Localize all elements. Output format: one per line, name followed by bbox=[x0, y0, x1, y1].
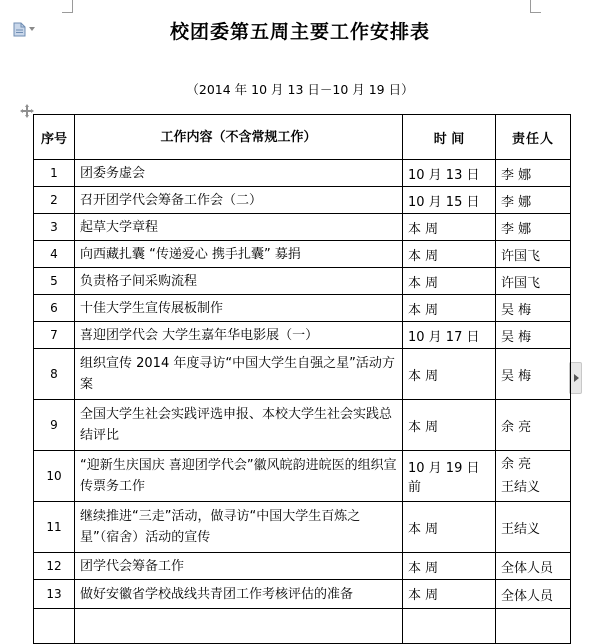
row-content: “迎新生庆国庆 喜迎团学代会”徽风皖韵进皖医的组织宣传票务工作 bbox=[75, 451, 403, 502]
table-row bbox=[34, 322, 571, 349]
row-owner: 李 娜 bbox=[496, 160, 571, 187]
row-owner: 余 亮 bbox=[496, 400, 571, 451]
table-row bbox=[34, 214, 571, 241]
table-header-row bbox=[34, 115, 571, 160]
row-no: 12 bbox=[34, 553, 75, 580]
row-no: 13 bbox=[34, 580, 75, 609]
row-owner: 全体人员 bbox=[496, 553, 571, 580]
table-row bbox=[34, 553, 571, 580]
row-content: 召开团学代会筹备工作会（二） bbox=[75, 187, 403, 214]
row-time: 本 周 bbox=[403, 553, 496, 580]
table-row-empty bbox=[34, 609, 571, 644]
row-content: 负责格子间采购流程 bbox=[75, 268, 403, 295]
row-content: 十佳大学生宣传展板制作 bbox=[75, 295, 403, 322]
row-no: 1 bbox=[34, 160, 75, 187]
row-no: 4 bbox=[34, 241, 75, 268]
row-content: 喜迎团学代会 大学生嘉年华电影展（一） bbox=[75, 322, 403, 349]
row-time: 本 周 bbox=[403, 580, 496, 609]
row-content: 起草大学章程 bbox=[75, 214, 403, 241]
row-owner: 全体人员 bbox=[496, 580, 571, 609]
table-row bbox=[34, 400, 571, 451]
row-no: 3 bbox=[34, 214, 75, 241]
table-row bbox=[34, 160, 571, 187]
row-content: 团委务虚会 bbox=[75, 160, 403, 187]
row-no: 6 bbox=[34, 295, 75, 322]
row-owner: 王结义 bbox=[496, 502, 571, 553]
date-range: （2014 年 10 月 13 日－10 月 19 日） bbox=[186, 82, 414, 97]
row-no: 2 bbox=[34, 187, 75, 214]
row-no: 11 bbox=[34, 502, 75, 553]
page-corner-mark-left bbox=[62, 0, 73, 13]
schedule-table bbox=[33, 114, 571, 644]
row-content: 继续推进“三走”活动，做寻访“中国大学生百炼之星”（宿舍）活动的宣传 bbox=[75, 502, 403, 553]
row-content: 做好安徽省学校战线共青团工作考核评估的准备 bbox=[75, 580, 403, 609]
row-time: 10 月 15 日 bbox=[403, 187, 496, 214]
row-time: 本 周 bbox=[403, 502, 496, 553]
row-time: 本 周 bbox=[403, 241, 496, 268]
row-owner bbox=[496, 609, 571, 644]
table-row bbox=[34, 580, 571, 609]
row-owner: 李 娜 bbox=[496, 187, 571, 214]
row-time: 10 月 13 日 bbox=[403, 160, 496, 187]
table-row bbox=[34, 349, 571, 400]
row-content: 全国大学生社会实践评选申报、本校大学生社会实践总结评比 bbox=[75, 400, 403, 451]
row-owner: 许国飞 bbox=[496, 241, 571, 268]
table-row bbox=[34, 268, 571, 295]
table-row bbox=[34, 451, 571, 502]
header-no: 序号 bbox=[34, 115, 75, 160]
row-time: 本 周 bbox=[403, 349, 496, 400]
row-no: 10 bbox=[34, 451, 75, 502]
row-owner-primary: 余 亮 bbox=[501, 457, 532, 472]
table-row bbox=[34, 187, 571, 214]
header-owner: 责任人 bbox=[496, 115, 571, 160]
row-time: 本 周 bbox=[403, 268, 496, 295]
row-owner: 吴 梅 bbox=[496, 349, 571, 400]
row-time: 本 周 bbox=[403, 295, 496, 322]
table-row bbox=[34, 502, 571, 553]
row-time: 本 周 bbox=[403, 214, 496, 241]
page-title: 校团委第五周主要工作安排表 bbox=[169, 21, 430, 43]
row-owner-secondary: 王结义 bbox=[501, 480, 541, 495]
row-owner: 许国飞 bbox=[496, 268, 571, 295]
page-corner-mark-right bbox=[530, 0, 541, 13]
row-content: 组织宣传 2014 年度寻访“中国大学生自强之星”活动方案 bbox=[75, 349, 403, 400]
row-content bbox=[75, 609, 403, 644]
row-no: 8 bbox=[34, 349, 75, 400]
row-owner: 吴 梅 bbox=[496, 295, 571, 322]
row-owner: 李 娜 bbox=[496, 214, 571, 241]
row-time: 10 月 19 日前 bbox=[403, 451, 496, 502]
row-content: 团学代会筹备工作 bbox=[75, 553, 403, 580]
header-time: 时 间 bbox=[403, 115, 496, 160]
table-row bbox=[34, 295, 571, 322]
header-content: 工作内容（不含常规工作） bbox=[75, 115, 403, 160]
table-row bbox=[34, 241, 571, 268]
row-time: 10 月 17 日 bbox=[403, 322, 496, 349]
row-no: 5 bbox=[34, 268, 75, 295]
row-content: 向西藏扎囊 “传递爱心 携手扎囊” 募捐 bbox=[75, 241, 403, 268]
side-expand-handle-icon bbox=[573, 374, 579, 382]
row-owner bbox=[496, 451, 571, 502]
row-owner: 吴 梅 bbox=[496, 322, 571, 349]
row-no bbox=[34, 609, 75, 644]
row-time bbox=[403, 609, 496, 644]
row-time: 本 周 bbox=[403, 400, 496, 451]
row-no: 9 bbox=[34, 400, 75, 451]
row-no: 7 bbox=[34, 322, 75, 349]
